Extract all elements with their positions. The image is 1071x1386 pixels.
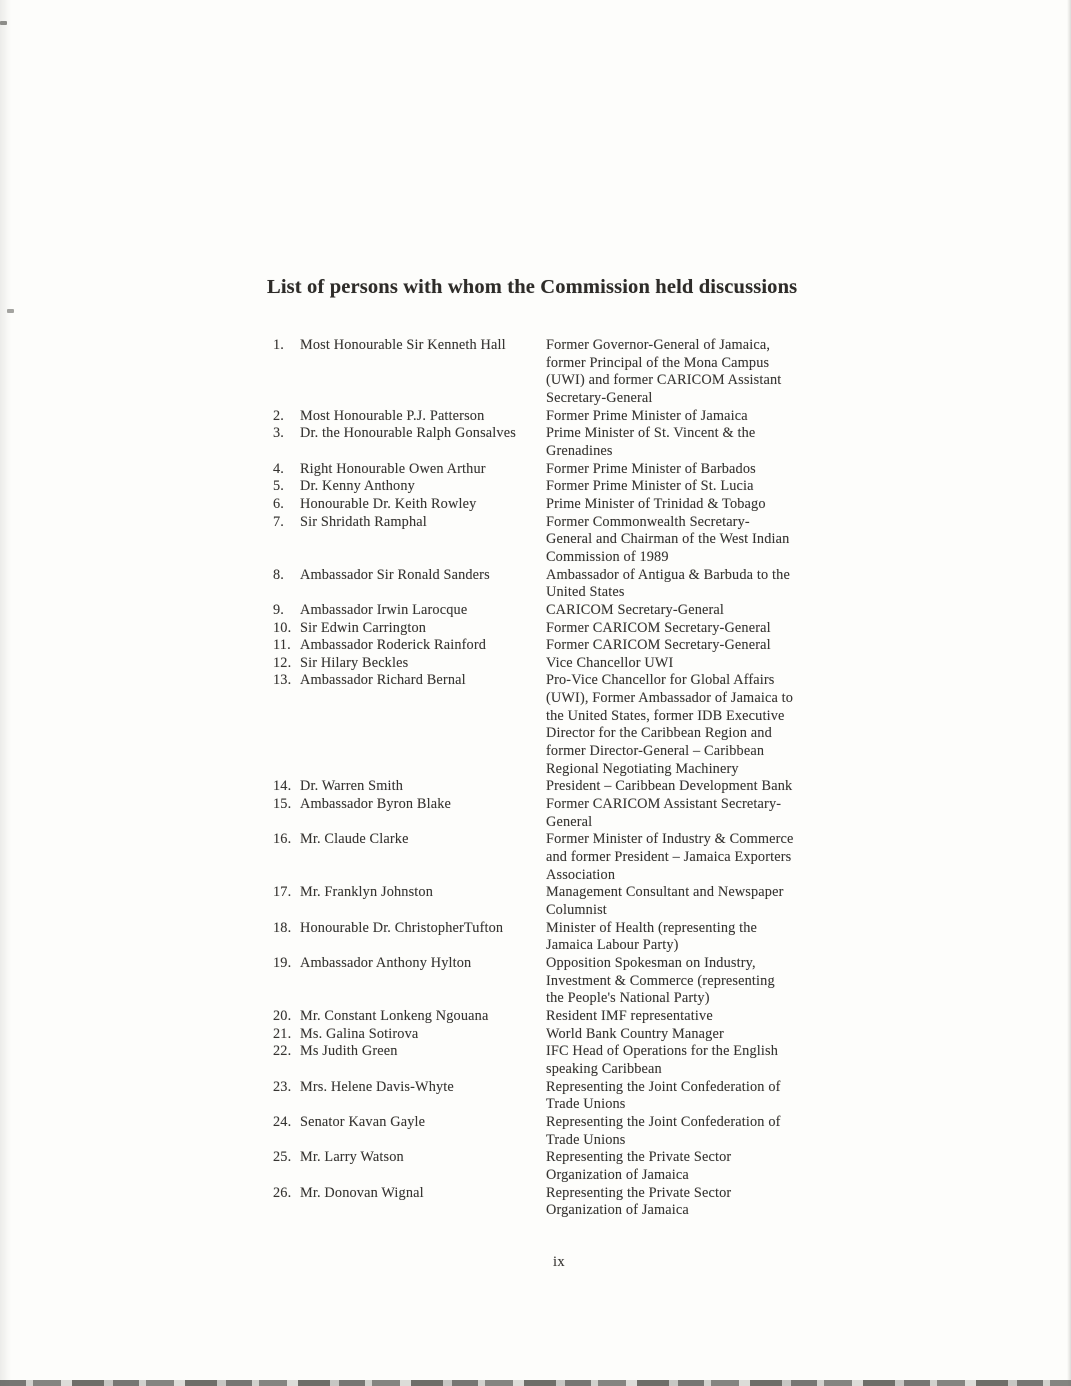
list-item (273, 496, 853, 514)
item-number: 26. (273, 1184, 292, 1201)
person-description (546, 602, 853, 620)
description-line: Representing the Joint Confederation of (546, 1078, 781, 1095)
person-name: Ambassador Sir Ronald Sanders (300, 566, 490, 583)
description-line: Director for the Caribbean Region and (546, 725, 772, 742)
persons-list (273, 337, 853, 1220)
person-description (546, 461, 853, 479)
item-number: 20. (273, 1007, 292, 1024)
description-line: Former Commonwealth Secretary- (546, 513, 750, 530)
description-line: Association (546, 866, 616, 883)
person-description (546, 920, 853, 955)
list-item (273, 1185, 853, 1220)
list-item (273, 514, 853, 567)
item-number: 16. (273, 831, 292, 848)
list-item (273, 1043, 853, 1078)
item-number: 21. (273, 1025, 292, 1042)
person-description (546, 778, 853, 796)
list-item (273, 408, 853, 426)
description-line: Commission of 1989 (546, 548, 669, 565)
description-line: the People's National Party) (546, 990, 710, 1007)
person-name: Honourable Dr. ChristopherTufton (300, 919, 504, 936)
list-item (273, 1149, 853, 1184)
scan-edge-left-shadow (0, 0, 11, 1386)
description-line: Former Governor-General of Jamaica, (546, 337, 771, 353)
list-item (273, 620, 853, 638)
description-line: Former CARICOM Assistant Secretary- (546, 796, 782, 813)
list-item (273, 655, 853, 673)
item-number: 14. (273, 778, 292, 795)
list-item (273, 1008, 853, 1026)
person-description (546, 831, 853, 884)
item-number: 4. (273, 460, 285, 477)
person-name: Most Honourable Sir Kenneth Hall (300, 337, 506, 353)
item-number: 3. (273, 425, 285, 442)
description-line: Columnist (546, 902, 607, 918)
person-name: Mr. Claude Clarke (300, 831, 409, 848)
description-line: Grenadines (546, 442, 613, 459)
person-name: Honourable Dr. Keith Rowley (300, 495, 477, 512)
person-name: Right Honourable Owen Arthur (300, 460, 486, 477)
person-description (546, 1079, 853, 1114)
description-line: Opposition Spokesman on Industry, (546, 954, 756, 971)
person-name: Sir Edwin Carrington (300, 619, 427, 636)
item-number: 19. (273, 954, 292, 971)
item-number: 18. (273, 919, 292, 936)
scan-edge-right-shadow (1067, 0, 1071, 1386)
list-item (273, 884, 853, 919)
list-item (273, 796, 853, 831)
description-line: Former CARICOM Secretary-General (546, 637, 771, 654)
list-item (273, 778, 853, 796)
list-item (273, 461, 853, 479)
person-name: Ms Judith Green (300, 1043, 398, 1060)
list-item (273, 637, 853, 655)
description-line: Former Prime Minister of St. Lucia (546, 478, 754, 495)
description-line: Former Minister of Industry & Commerce (546, 831, 794, 848)
description-line: Organization of Jamaica (546, 1202, 689, 1219)
item-number: 12. (273, 654, 292, 671)
person-name: Most Honourable P.J. Patterson (300, 407, 485, 424)
description-line: Management Consultant and Newspaper (546, 884, 784, 901)
description-line: Regional Negotiating Machinery (546, 760, 739, 777)
person-description (546, 1026, 853, 1044)
person-name: Ambassador Byron Blake (300, 796, 452, 813)
person-name: Mr. Donovan Wignal (300, 1184, 424, 1201)
page-title: List of persons with whom the Commission held discussions (267, 276, 798, 298)
list-item (273, 425, 853, 460)
person-description (546, 955, 853, 1008)
description-line: Trade Unions (546, 1131, 626, 1148)
person-description (546, 408, 853, 426)
description-line: Ambassador of Antigua & Barbuda to the (546, 566, 790, 583)
description-line: Organization of Jamaica (546, 1166, 689, 1183)
description-line: Prime Minister of St. Vincent & the (546, 425, 756, 442)
description-line: Minister of Health (representing the (546, 919, 758, 936)
description-line: Resident IMF representative (546, 1007, 713, 1024)
person-name: Mrs. Helene Davis-Whyte (300, 1078, 454, 1095)
person-name: Ambassador Roderick Rainford (300, 637, 487, 654)
description-line: Former CARICOM Secretary-General (546, 619, 771, 636)
person-name: Dr. Warren Smith (300, 778, 404, 795)
page-number: ix (553, 1254, 565, 1270)
item-number: 7. (273, 513, 285, 530)
description-line: former Director-General – Caribbean (546, 743, 765, 760)
item-number: 9. (273, 601, 285, 618)
description-line: Trade Unions (546, 1096, 626, 1113)
description-line: (UWI), Former Ambassador of Jamaica to (546, 690, 794, 707)
item-number: 13. (273, 672, 292, 689)
person-description (546, 1149, 853, 1184)
description-line: Jamaica Labour Party) (546, 937, 679, 954)
person-description (546, 1043, 853, 1078)
person-name: Dr. Kenny Anthony (300, 478, 415, 495)
person-name: Sir Shridath Ramphal (300, 513, 427, 530)
person-name: Senator Kavan Gayle (300, 1113, 426, 1130)
list-item (273, 1026, 853, 1044)
description-line: speaking Caribbean (546, 1060, 662, 1077)
list-item (273, 955, 853, 1008)
scan-speck (7, 309, 14, 313)
person-description (546, 655, 853, 673)
person-name: Mr. Constant Lonkeng Ngouana (300, 1007, 489, 1024)
description-line: Former Prime Minister of Barbados (546, 460, 756, 477)
person-name: Dr. the Honourable Ralph Gonsalves (300, 425, 516, 442)
list-item (273, 672, 853, 778)
person-description (546, 796, 853, 831)
person-name: Mr. Franklyn Johnston (300, 884, 434, 901)
item-number: 1. (273, 337, 285, 353)
description-line: CARICOM Secretary-General (546, 601, 725, 618)
person-description (546, 884, 853, 919)
description-line: General (546, 813, 593, 830)
description-line: Prime Minister of Trinidad & Tobago (546, 495, 766, 512)
item-number: 11. (273, 637, 291, 654)
person-description (546, 425, 853, 460)
description-line: Vice Chancellor UWI (546, 654, 674, 671)
person-description (546, 567, 853, 602)
person-name: Ambassador Anthony Hylton (300, 954, 472, 971)
item-number: 23. (273, 1078, 292, 1095)
person-description (546, 620, 853, 638)
item-number: 8. (273, 566, 285, 583)
description-line: former Principal of the Mona Campus (546, 354, 770, 371)
scan-speck (0, 21, 7, 25)
item-number: 5. (273, 478, 285, 495)
item-number: 6. (273, 495, 285, 512)
description-line: Investment & Commerce (representing (546, 972, 775, 989)
description-line: Pro-Vice Chancellor for Global Affairs (546, 672, 775, 689)
description-line: IFC Head of Operations for the English (546, 1043, 779, 1060)
person-description (546, 337, 853, 408)
list-item (273, 1079, 853, 1114)
description-line: General and Chairman of the West Indian (546, 531, 790, 548)
person-name: Mr. Larry Watson (300, 1149, 404, 1166)
description-line: President – Caribbean Development Bank (546, 778, 793, 795)
person-name: Ms. Galina Sotirova (300, 1025, 419, 1042)
description-line: World Bank Country Manager (546, 1025, 724, 1042)
description-line: Representing the Joint Confederation of (546, 1113, 781, 1130)
description-line: (UWI) and former CARICOM Assistant (546, 372, 782, 389)
list-item (273, 337, 853, 408)
description-line: Representing the Private Sector (546, 1149, 732, 1166)
item-number: 2. (273, 407, 285, 424)
list-item (273, 478, 853, 496)
description-line: the United States, former IDB Executive (546, 707, 785, 724)
item-number: 24. (273, 1113, 292, 1130)
person-name: Ambassador Richard Bernal (300, 672, 466, 689)
item-number: 15. (273, 796, 292, 813)
person-description (546, 478, 853, 496)
scan-bottom-band (0, 1380, 1071, 1386)
item-number: 10. (273, 619, 292, 636)
list-item (273, 831, 853, 884)
list-item (273, 567, 853, 602)
person-description (546, 514, 853, 567)
description-line: and former President – Jamaica Exporters (546, 849, 792, 866)
item-number: 25. (273, 1149, 292, 1166)
person-name: Ambassador Irwin Larocque (300, 601, 468, 618)
item-number: 22. (273, 1043, 292, 1060)
description-line: United States (546, 584, 625, 601)
list-item (273, 920, 853, 955)
list-item (273, 1114, 853, 1149)
person-description (546, 1185, 853, 1220)
person-description (546, 1008, 853, 1026)
person-description (546, 496, 853, 514)
item-number: 17. (273, 884, 292, 901)
person-description (546, 672, 853, 778)
person-description (546, 1114, 853, 1149)
person-description (546, 637, 853, 655)
description-line: Former Prime Minister of Jamaica (546, 407, 748, 424)
description-line: Secretary-General (546, 389, 653, 406)
description-line: Representing the Private Sector (546, 1184, 732, 1201)
person-name: Sir Hilary Beckles (300, 654, 409, 671)
list-item (273, 602, 853, 620)
